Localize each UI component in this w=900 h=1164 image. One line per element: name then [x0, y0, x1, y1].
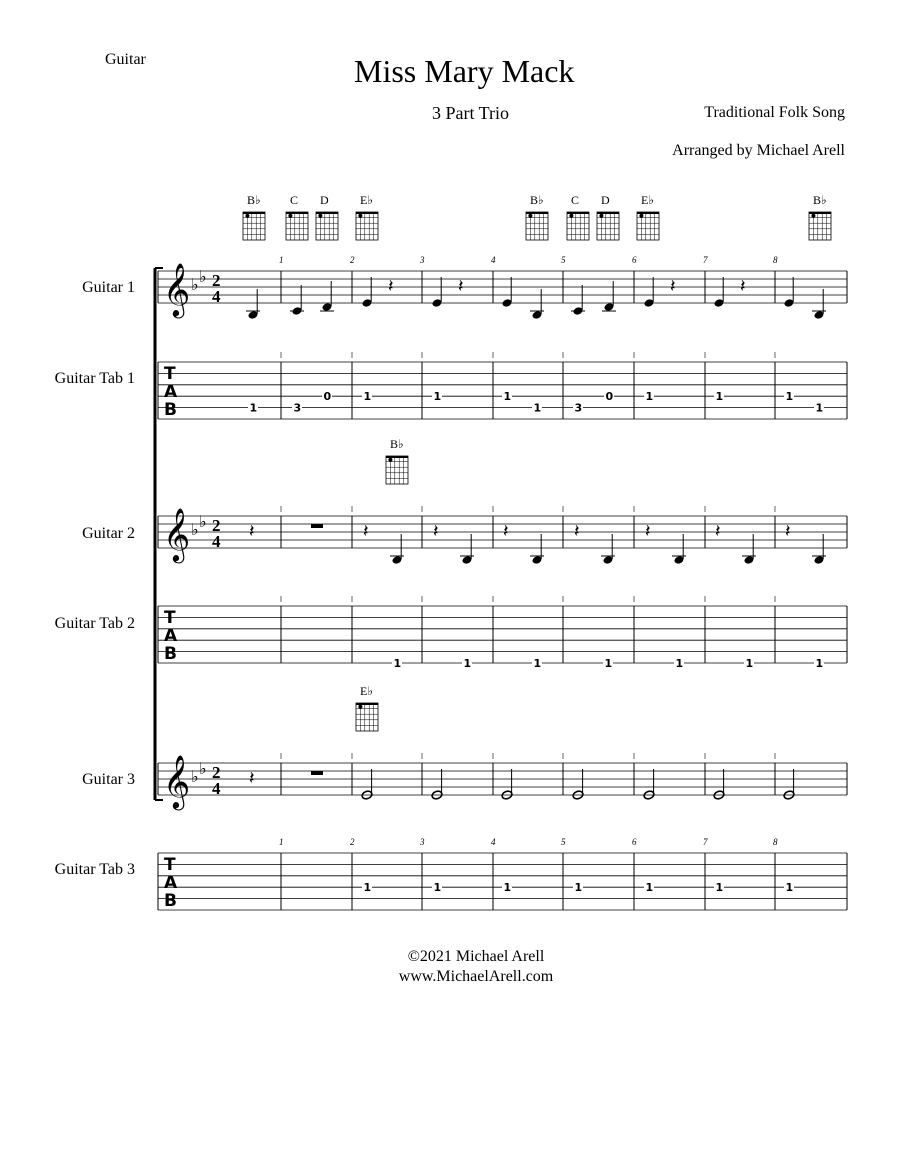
flat-icon: ♭	[199, 267, 207, 286]
treble-clef-icon: 𝄞	[163, 507, 191, 561]
fret-number: 1	[533, 657, 542, 670]
fret-number: 1	[574, 881, 583, 895]
flat-icon: ♭	[199, 512, 207, 531]
fret-number: 3	[574, 401, 583, 415]
quarter-rest-icon: 𝄽	[363, 521, 369, 542]
flat-icon: ♭	[191, 275, 199, 294]
page-title: Miss Mary Mack	[354, 53, 575, 89]
staff-label-guitar-1: Guitar 1	[82, 279, 135, 296]
measure-number: 1	[279, 837, 284, 847]
fret-number: 1	[249, 401, 258, 415]
time-signature-top: 2	[212, 516, 221, 535]
tab-clef-letter: T	[164, 364, 176, 384]
chord-symbol: E♭	[641, 193, 654, 207]
measure-number: 8	[773, 255, 778, 265]
fret-number: 0	[605, 390, 614, 404]
quarter-rest-icon: 𝄽	[670, 276, 676, 297]
measure-number: 3	[420, 837, 425, 847]
fret-number: 1	[815, 401, 824, 415]
treble-clef-icon: 𝄞	[163, 754, 191, 808]
staff-label-guitar-tab-1: Guitar Tab 1	[54, 370, 135, 387]
fret-number: 1	[715, 881, 724, 895]
fret-number: 0	[323, 390, 332, 404]
chord-dot	[318, 214, 322, 218]
tab-clef-letter: A	[164, 626, 178, 646]
tab-clef-letter: A	[164, 382, 178, 402]
tab-clef-letter: A	[164, 873, 178, 893]
measure-number: 4	[491, 837, 496, 847]
fret-number: 1	[503, 881, 512, 895]
fret-number: 1	[815, 657, 824, 670]
quarter-rest-icon: 𝄽	[574, 521, 580, 542]
tab-clef-letter: T	[164, 608, 176, 628]
measure-number: 4	[491, 255, 496, 265]
time-signature-bottom: 4	[212, 532, 221, 551]
measure-number: 8	[773, 837, 778, 847]
chord-symbol: B♭	[390, 437, 404, 451]
website: www.MichaelArell.com	[398, 968, 554, 985]
tab-clef-letter: T	[164, 855, 176, 875]
fret-number: 1	[645, 881, 654, 895]
fret-number: 1	[785, 390, 794, 404]
quarter-rest-icon: 𝄽	[433, 521, 439, 542]
fret-number: 1	[463, 657, 472, 670]
staff-label-guitar-2: Guitar 2	[82, 525, 135, 542]
fret-number: 1	[533, 401, 542, 415]
tab-clef-letter: B	[164, 400, 177, 420]
quarter-rest-icon: 𝄽	[503, 521, 509, 542]
tab-clef-letter: B	[164, 891, 177, 911]
quarter-rest-icon: 𝄽	[249, 521, 255, 542]
flat-icon: ♭	[191, 767, 199, 786]
quarter-rest-icon: 𝄽	[715, 521, 721, 542]
quarter-rest-icon: 𝄽	[740, 276, 746, 297]
staff-label-guitar-3: Guitar 3	[82, 771, 135, 788]
subtitle: 3 Part Trio	[432, 103, 510, 123]
chord-dot	[388, 458, 392, 462]
fret-number: 1	[785, 881, 794, 895]
fret-number: 1	[393, 657, 402, 670]
chord-symbol: E♭	[360, 193, 373, 207]
fret-number: 1	[363, 390, 372, 404]
copyright: ©2021 Michael Arell	[407, 948, 545, 965]
chord-symbol: E♭	[360, 684, 373, 698]
chord-symbol: B♭	[813, 193, 827, 207]
time-signature-top: 2	[212, 763, 221, 782]
fret-number: 1	[645, 390, 654, 404]
measure-number: 2	[350, 837, 355, 847]
measure-number: 6	[632, 837, 637, 847]
fret-number: 1	[715, 390, 724, 404]
fret-number: 1	[363, 881, 372, 895]
measure-number: 1	[279, 255, 284, 265]
chord-dot	[358, 705, 362, 709]
flat-icon: ♭	[191, 520, 199, 539]
chord-symbol: D	[320, 193, 329, 207]
chord-symbol: C	[571, 193, 580, 207]
quarter-rest-icon: 𝄽	[458, 276, 464, 297]
quarter-rest-icon: 𝄽	[785, 521, 791, 542]
time-signature-top: 2	[212, 271, 221, 290]
arranger: Arranged by Michael Arell	[672, 142, 845, 159]
composer: Traditional Folk Song	[704, 104, 845, 121]
fret-number: 1	[503, 390, 512, 404]
fret-number: 1	[745, 657, 754, 670]
chord-dot	[639, 214, 643, 218]
chord-dot	[569, 214, 573, 218]
tab-clef-letter: B	[164, 644, 177, 664]
chord-dot	[528, 214, 532, 218]
staff-label-guitar-tab-2: Guitar Tab 2	[54, 615, 135, 632]
quarter-rest-icon: 𝄽	[388, 276, 394, 297]
chord-symbol: B♭	[530, 193, 544, 207]
fret-number: 1	[433, 881, 442, 895]
measure-number: 6	[632, 255, 637, 265]
chord-symbol: C	[290, 193, 299, 207]
quarter-rest-icon: 𝄽	[645, 521, 651, 542]
measure-number: 3	[420, 255, 425, 265]
chord-dot	[288, 214, 292, 218]
chord-symbol: D	[601, 193, 610, 207]
fret-number: 1	[604, 657, 613, 670]
fret-number: 3	[293, 401, 302, 415]
measure-number: 5	[561, 255, 566, 265]
staff-label-guitar-tab-3: Guitar Tab 3	[54, 861, 135, 878]
chord-dot	[811, 214, 815, 218]
flat-icon: ♭	[199, 759, 207, 778]
time-signature-bottom: 4	[212, 287, 221, 306]
fret-number: 1	[675, 657, 684, 670]
fret-number: 1	[433, 390, 442, 404]
whole-rest	[311, 771, 323, 775]
chord-dot	[358, 214, 362, 218]
treble-clef-icon: 𝄞	[163, 262, 191, 316]
chord-dot	[599, 214, 603, 218]
measure-number: 2	[350, 255, 355, 265]
part-label: Guitar	[105, 51, 146, 68]
chord-dot	[245, 214, 249, 218]
measure-number: 7	[703, 837, 708, 847]
measure-number: 5	[561, 837, 566, 847]
chord-symbol: B♭	[247, 193, 261, 207]
measure-number: 7	[703, 255, 708, 265]
whole-rest	[311, 524, 323, 528]
time-signature-bottom: 4	[212, 779, 221, 798]
quarter-rest-icon: 𝄽	[249, 768, 255, 789]
